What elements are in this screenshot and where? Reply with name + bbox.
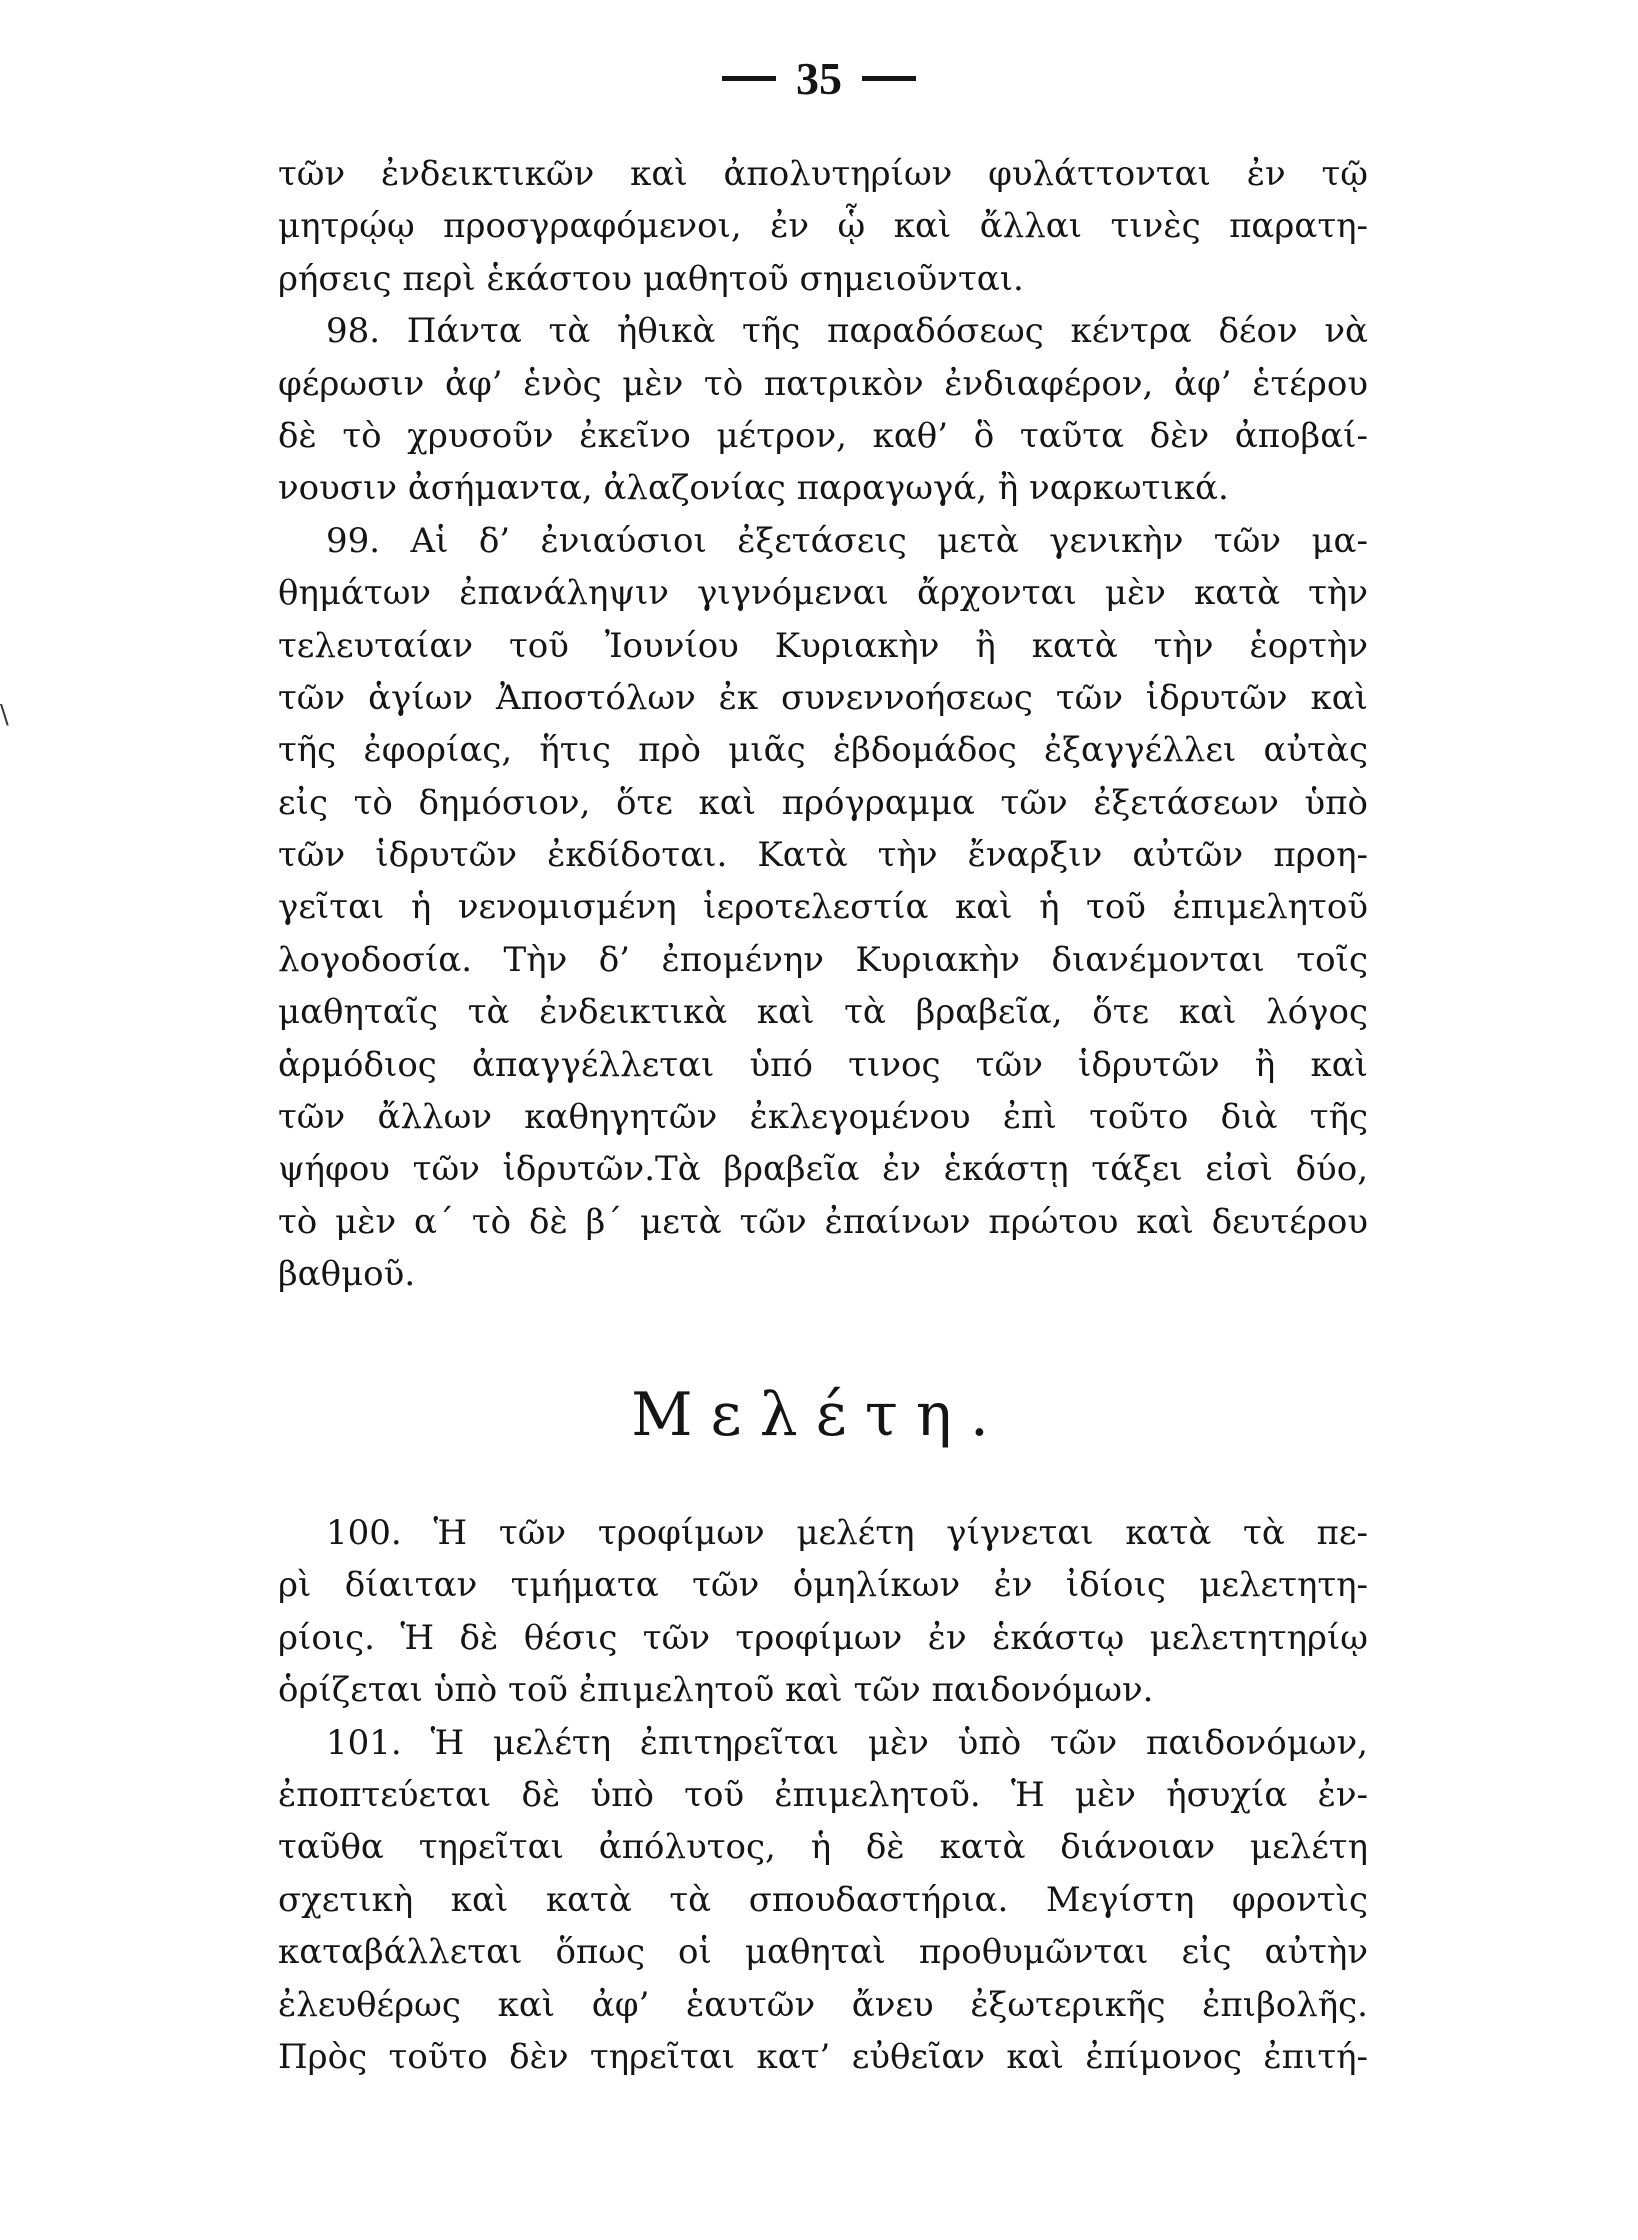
text-line: ἐποπτεύεται δὲ ὑπὸ τοῦ ἐπιμελητοῦ. Ἡ μὲν ἡσυχία ἐν- (278, 1774, 1368, 1815)
text-line: ρὶ δίαιταν τμήματα τῶν ὁμηλίκων ἐν ἰδίοις μελετητη- (278, 1565, 1368, 1606)
text-line: ἁρμόδιος ἀπαγγέλλεται ὑπό τινος τῶν ἱδρυτῶν ἢ καὶ (278, 1044, 1368, 1085)
text-line: γεῖται ἡ νενομισμένη ἱεροτελεστία καὶ ἡ τοῦ ἐπιμελητοῦ (278, 887, 1368, 928)
paragraph-98-start: 98. Πάντα τὰ ἠθικὰ τῆς παραδόσεως κέντρα δέον νὰ (326, 311, 1368, 352)
text-line: ἐλευθέρως καὶ ἀφ’ ἑαυτῶν ἄνευ ἐξωτερικῆς ἐπιβολῆς. (278, 1984, 1368, 2025)
text-line: ταῦθα τηρεῖται ἀπόλυτος, ἡ δὲ κατὰ διάνοιαν μελέτη (278, 1827, 1368, 1868)
paragraph-100-start: 100. Ἡ τῶν τροφίμων μελέτη γίγνεται κατὰ τὰ πε- (326, 1513, 1368, 1553)
text-line: ρήσεις περὶ ἑκάστου μαθητοῦ σημειοῦνται. (278, 258, 1024, 299)
text-line: δὲ τὸ χρυσοῦν ἐκεῖνο μέτρον, καθ’ ὃ ταῦτα δὲν ἀποβαί- (278, 415, 1368, 456)
text-line: τελευταίαν τοῦ Ἰουνίου Κυριακὴν ἢ κατὰ τὴν ἑορτὴν (278, 625, 1368, 666)
header-left-rule (722, 76, 776, 81)
page-header (0, 52, 1638, 105)
text-line: τῶν ἐνδεικτικῶν καὶ ἀπολυτηρίων φυλάττονται ἐν τῷ (278, 154, 1368, 194)
text-line: τῶν ἁγίων Ἀποστόλων ἐκ συνεννοήσεως τῶν ἱδρυτῶν καὶ (278, 677, 1368, 718)
text-line: καταβάλλεται ὅπως οἱ μαθηταὶ προθυμῶνται εἰς αὐτὴν (278, 1932, 1368, 1973)
text-line: εἰς τὸ δημόσιον, ὅτε καὶ πρόγραμμα τῶν ἐξετάσεων ὑπὸ (278, 782, 1368, 823)
header-right-rule (862, 76, 916, 81)
text-line: ὁρίζεται ὑπὸ τοῦ ἐπιμελητοῦ καὶ τῶν παιδονόμων. (278, 1670, 1154, 1711)
text-line: βαθμοῦ. (278, 1254, 416, 1295)
paragraph-99-start: 99. Αἱ δ’ ἐνιαύσιοι ἐξετάσεις μετὰ γενικὴν τῶν μα- (326, 520, 1368, 561)
text-line: μητρῴῳ προσγραφόμενοι, ἐν ᾧ καὶ ἄλλαι τινὲς παρατη- (278, 206, 1368, 247)
text-line: τῶν ἄλλων καθηγητῶν ἐκλεγομένου ἐπὶ τοῦτο διὰ τῆς (278, 1097, 1368, 1138)
text-line: τὸ μὲν α΄ τὸ δὲ β΄ μετὰ τῶν ἐπαίνων πρώτου καὶ δευτέρου (278, 1201, 1368, 1242)
page-number: 35 (796, 53, 842, 104)
text-line: σχετικὴ καὶ κατὰ τὰ σπουδαστήρια. Μεγίστη φροντὶς (278, 1879, 1368, 1920)
text-block-paragraphs-100-101 (278, 1507, 1368, 2083)
text-block-paragraphs-97-99 (278, 148, 1368, 1301)
margin-mark: \ (0, 700, 9, 730)
text-line: ρίοις. Ἡ δὲ θέσις τῶν τροφίμων ἐν ἑκάστῳ μελετητηρίῳ (278, 1617, 1368, 1658)
text-line: νουσιν ἀσήμαντα, ἀλαζονίας παραγωγά, ἢ ναρκωτικά. (278, 468, 1229, 509)
text-line: Πρὸς τοῦτο δὲν τηρεῖται κατ’ εὐθεῖαν καὶ ἐπίμονος ἐπιτή- (278, 2036, 1368, 2077)
text-line: λογοδοσία. Τὴν δ’ ἐπομένην Κυριακὴν διανέμονται τοῖς (278, 939, 1368, 980)
text-line: μαθηταῖς τὰ ἐνδεικτικὰ καὶ τὰ βραβεῖα, ὅτε καὶ λόγος (278, 992, 1368, 1033)
text-line: ψήφου τῶν ἱδρυτῶν.Τὰ βραβεῖα ἐν ἑκάστῃ τάξει εἰσὶ δύο, (278, 1149, 1368, 1190)
text-line: τῶν ἱδρυτῶν ἐκδίδοται. Κατὰ τὴν ἔναρξιν αὐτῶν προη- (278, 835, 1368, 876)
section-heading: Μελέτη. (631, 1380, 1007, 1450)
text-line: θημάτων ἐπανάληψιν γιγνόμεναι ἄρχονται μὲν κατὰ τὴν (278, 573, 1368, 614)
text-line: φέρωσιν ἀφ’ ἑνὸς μὲν τὸ πατρικὸν ἐνδιαφέρον, ἀφ’ ἑτέρου (278, 363, 1368, 404)
paragraph-101-start: 101. Ἡ μελέτη ἐπιτηρεῖται μὲν ὑπὸ τῶν παιδονόμων, (326, 1722, 1368, 1763)
text-line: τῆς ἐφορίας, ἥτις πρὸ μιᾶς ἑβδομάδος ἐξαγγέλλει αὐτὰς (278, 730, 1368, 771)
